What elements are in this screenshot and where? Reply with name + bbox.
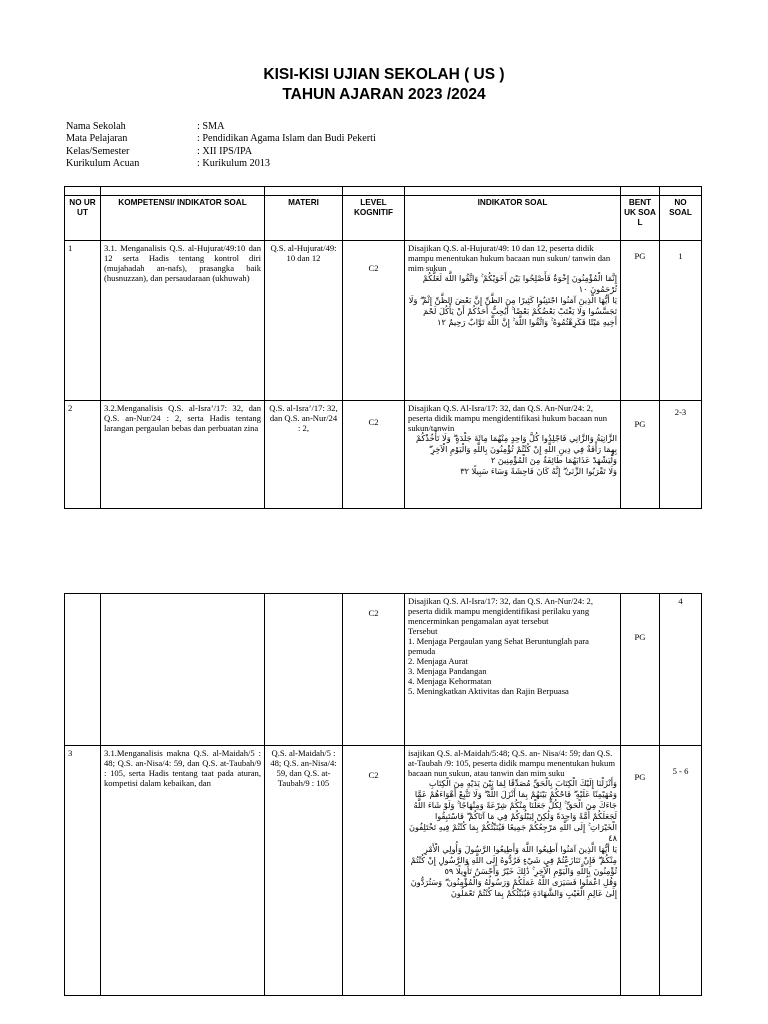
indikator-item: 4. Menjaga Kehormatan xyxy=(408,676,492,686)
arabic-verse: وَلَا تَقْرَبُوا الزِّنَىٰ ۖ إِنَّهُ كَانَ فَاحِشَةً وَسَاءَ سَبِيلًا ٣٢ xyxy=(460,466,617,476)
cell-kompetensi: 3.1.Menganalisis makna Q.S. al-Maidah/5 : 48; Q.S. an-Nisa/4: 59, dan Q.S. at-Taubah/9 : 105, serta Hadis tentang taat pada aturan, kompetisi dalam kebaikan, dan xyxy=(101,746,265,996)
arabic-verse: إِنَّمَا الْمُؤْمِنُونَ إِخْوَةٌ فَأَصْلِحُوا بَيْنَ أَخَوَيْكُمْ ۚ وَاتَّقُوا اللَّهَ لَعَلَّكُمْ تُرْحَمُونَ ١٠ xyxy=(422,273,617,294)
info-label: Nama Sekolah xyxy=(66,121,126,132)
cell-bentuk xyxy=(621,241,660,401)
col-materi: MATERI xyxy=(265,196,343,241)
bentuk-value: PG xyxy=(634,419,646,429)
cell-bentuk xyxy=(621,746,660,996)
cell-no-soal xyxy=(660,746,702,996)
info-value: : Kurikulum 2013 xyxy=(197,158,271,170)
info-row-class xyxy=(66,146,376,158)
indikator-item: 1. Menjaga Pergaulan yang Sehat Beruntunglah para pemuda xyxy=(408,636,589,656)
document-subtitle: TAHUN AJARAN 2023 /2024 xyxy=(282,86,486,103)
cell-indikator xyxy=(405,241,621,401)
cell-no-soal xyxy=(660,401,702,509)
arabic-verse: الزَّانِيَةُ وَالزَّانِي فَاجْلِدُوا كُلَّ وَاحِدٍ مِنْهُمَا مِائَةَ جَلْدَةٍ ۖ وَلَا تَأْخُذْكُمْ بِهِمَا رَأْفَةٌ فِي دِينِ اللَّهِ إِنْ كُنْتُمْ تُؤْمِنُونَ بِاللَّهِ وَالْيَوْمِ الْآخِرِ ۖ وَلْيَشْهَدْ عَذَابَهُمَا طَائِفَةٌ مِنَ الْمُؤْمِنِينَ ٢ xyxy=(415,433,617,465)
cell-no: 3 xyxy=(65,746,101,996)
cell-level xyxy=(343,401,405,509)
col-bentuk: BENT UK SOA L xyxy=(621,196,660,241)
indikator-item: 3. Menjaga Pandangan xyxy=(408,666,487,676)
col-indikator: INDIKATOR SOAL xyxy=(405,196,621,241)
cell-no-soal: 4 xyxy=(660,594,702,746)
cell-kompetensi: 3.1. Menganalisis Q.S. al-Hujurat/49:10 dan 12 serta Hadis tentang kontrol diri (mujahadah an-nafs), prasangka baik (husnuzzan), dan persaudaraan (ukhuwah) xyxy=(101,241,265,401)
indikator-text: Disajikan Q.S. al-Hujurat/49: 10 dan 12, peserta didik mampu menentukan hukum bacaan nun sukun/ tanwin dan mim sukun xyxy=(408,243,611,273)
arabic-verse: وَقُلِ اعْمَلُوا فَسَيَرَى اللَّهُ عَمَلَكُمْ وَرَسُولُهُ وَالْمُؤْمِنُونَ ۖ وَسَتُرَدُّونَ إِلَىٰ عَالِمِ الْغَيْبِ وَالشَّهَادَةِ فَيُنَبِّئُكُمْ بِمَا كُنْتُمْ تَعْمَلُونَ xyxy=(410,877,617,898)
cell-materi: Q.S. al-Isra’/17: 32, dan Q.S. an-Nur/24 : 2, xyxy=(265,401,343,509)
cell-kompetensi xyxy=(101,594,265,746)
col-kompetensi: KOMPETENSI/ INDIKATOR SOAL xyxy=(101,196,265,241)
indikator-item: Tersebut xyxy=(408,626,438,636)
level-value: C2 xyxy=(368,417,379,427)
info-value: : Pendidikan Agama Islam dan Budi Pekerti xyxy=(197,133,376,145)
no-soal-value: 5 - 6 xyxy=(672,766,689,776)
cell-indikator xyxy=(405,594,621,746)
cell-level xyxy=(343,241,405,401)
info-value: : SMA xyxy=(197,121,225,132)
cell-bentuk xyxy=(621,594,660,746)
info-value: : XII IPS/IPA xyxy=(197,145,253,157)
spacer-row xyxy=(65,187,702,196)
indikator-text: Disajikan Q.S. Al-Isra/17: 32, dan Q.S. An-Nur/24: 2, peserta didik mampu mengidentifikasi perilaku yang mencerminkan pengamalan ayat tersebut xyxy=(408,596,593,626)
cell-level xyxy=(343,594,405,746)
table-row xyxy=(65,746,702,996)
level-value: C2 xyxy=(368,770,379,780)
header-row xyxy=(65,196,702,241)
cell-materi: Q.S. al-Hujurat/49: 10 dan 12 xyxy=(265,241,343,401)
indikator-text: Disajikan Q.S. Al-Isra/17: 32, dan Q.S. An-Nur/24: 2, peserta didik mampu mengidentifikasi hukum bacaan nun sukun/tanwin xyxy=(408,403,608,433)
info-label: Kelas/Semester xyxy=(66,145,130,157)
table-row xyxy=(65,401,702,509)
arabic-verse: وَأَنْزَلْنَا إِلَيْكَ الْكِتَابَ بِالْحَقِّ مُصَدِّقًا لِمَا بَيْنَ يَدَيْهِ مِنَ الْكِتَابِ وَمُهَيْمِنًا عَلَيْهِ ۖ فَاحْكُمْ بَيْنَهُمْ بِمَا أَنْزَلَ اللَّهُ ۖ وَلَا تَتَّبِعْ أَهْوَاءَهُمْ عَمَّا جَاءَكَ مِنَ الْحَقِّ ۚ لِكُلٍّ جَعَلْنَا مِنْكُمْ شِرْعَةً وَمِنْهَاجًا ۚ وَلَوْ شَاءَ اللَّهُ لَجَعَلَكُمْ أُمَّةً وَاحِدَةً وَلَٰكِنْ لِيَبْلُوَكُمْ فِي مَا آتَاكُمْ ۖ فَاسْتَبِقُوا الْخَيْرَاتِ ۚ إِلَى اللَّهِ مَرْجِعُكُمْ جَمِيعًا فَيُنَبِّئُكُمْ بِمَا كُنْتُمْ فِيهِ تَخْتَلِفُونَ ٤٨ xyxy=(408,778,617,843)
info-label: Kurikulum Acuan xyxy=(66,158,140,170)
grid-table-page2 xyxy=(64,593,702,996)
col-no-urut: NO UR UT xyxy=(65,196,101,241)
cell-indikator xyxy=(405,401,621,509)
level-value: C2 xyxy=(368,263,379,273)
cell-no: 2 xyxy=(65,401,101,509)
cell-no xyxy=(65,594,101,746)
bentuk-value: PG xyxy=(634,632,646,642)
info-label: Mata Pelajaran xyxy=(66,133,128,145)
table-row xyxy=(65,241,702,401)
cell-indikator xyxy=(405,746,621,996)
info-row-subject xyxy=(66,133,376,145)
arabic-verse: يَا أَيُّهَا الَّذِينَ آمَنُوا أَطِيعُوا اللَّهَ وَأَطِيعُوا الرَّسُولَ وَأُولِي الْأَمْرِ مِنْكُمْ ۖ فَإِنْ تَنَازَعْتُمْ فِي شَيْءٍ فَرُدُّوهُ إِلَى اللَّهِ وَالرَّسُولِ إِنْ كُنْتُمْ تُؤْمِنُونَ بِاللَّهِ وَالْيَوْمِ الْآخِرِ ۚ ذَٰلِكَ خَيْرٌ وَأَحْسَنُ تَأْوِيلًا ٥٩ xyxy=(410,844,617,876)
indikator-item: 5. Meningkatkan Aktivitas dan Rajin Berpuasa xyxy=(408,686,569,696)
cell-level xyxy=(343,746,405,996)
indikator-text: isajikan Q.S. al-Maidah/5:48; Q.S. an- Nisa/4: 59; dan Q.S. at-Taubah /9: 105, peserta didik mampu menentukan hukum bacaan nun sukun, atau tanwin dan mim suku xyxy=(408,748,616,778)
cell-materi xyxy=(265,594,343,746)
grid-table-page1 xyxy=(64,186,702,509)
no-soal-value: 1 xyxy=(678,251,683,261)
school-info xyxy=(66,121,376,171)
info-row-school xyxy=(66,121,376,133)
document-title: KISI-KISI UJIAN SEKOLAH ( US ) xyxy=(263,66,505,83)
cell-no: 1 xyxy=(65,241,101,401)
bentuk-value: PG xyxy=(634,251,646,261)
cell-no-soal xyxy=(660,241,702,401)
level-value: C2 xyxy=(368,608,379,618)
cell-bentuk xyxy=(621,401,660,509)
indikator-item: 2. Menjaga Aurat xyxy=(408,656,468,666)
table-row xyxy=(65,594,702,746)
no-soal-value: 2-3 xyxy=(674,407,687,417)
cell-materi: Q.S. al-Maidah/5 : 48; Q.S. an-Nisa/4: 59, dan Q.S. at-Taubah/9 : 105 xyxy=(265,746,343,996)
col-level: LEVEL KOGNITIF xyxy=(343,196,405,241)
bentuk-value: PG xyxy=(634,772,646,782)
cell-kompetensi: 3.2.Menganalisis Q.S. al-Isra’/17: 32, dan Q.S. an-Nur/24 : 2, serta Hadis tentang larangan pergaulan bebas dan perbuatan zina xyxy=(101,401,265,509)
arabic-verse: يَا أَيُّهَا الَّذِينَ آمَنُوا اجْتَنِبُوا كَثِيرًا مِنَ الظَّنِّ إِنَّ بَعْضَ الظَّنِّ إِثْمٌ ۖ وَلَا تَجَسَّسُوا وَلَا يَغْتَبْ بَعْضُكُمْ بَعْضًا ۚ أَيُحِبُّ أَحَدُكُمْ أَنْ يَأْكُلَ لَحْمَ أَخِيهِ مَيْتًا فَكَرِهْتُمُوهُ ۚ وَاتَّقُوا اللَّهَ ۚ إِنَّ اللَّهَ تَوَّابٌ رَحِيمٌ ١٢ xyxy=(408,295,617,327)
info-row-curriculum xyxy=(66,158,376,170)
col-no-soal: NO SOAL xyxy=(660,196,702,241)
